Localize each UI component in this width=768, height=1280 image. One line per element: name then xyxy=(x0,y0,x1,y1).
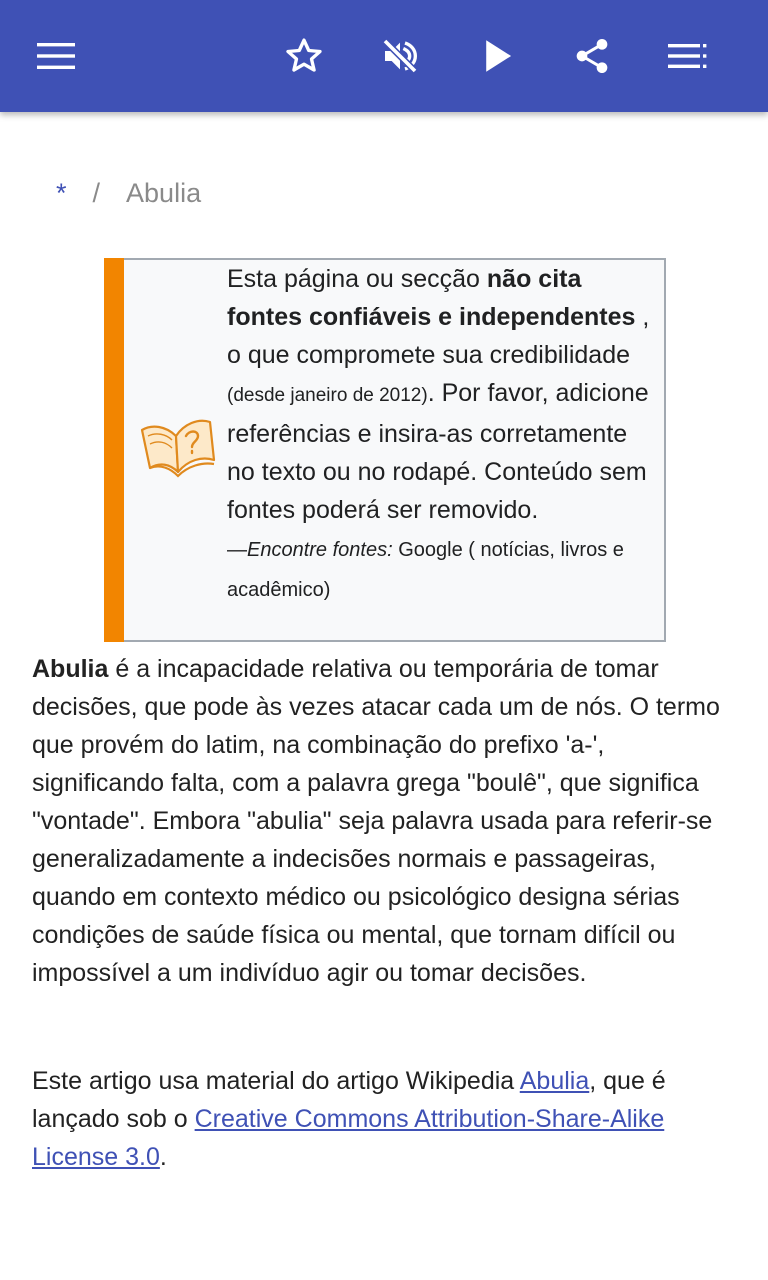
license-link[interactable]: Creative Commons Attribution-Share-Alike License 3.0 xyxy=(32,1105,665,1171)
find-sources-line xyxy=(227,539,624,601)
breadcrumb xyxy=(56,178,201,209)
share-button[interactable] xyxy=(564,28,620,84)
article-text: é a incapacidade relativa ou temporária de tomar decisões, que pode às vezes atacar cada um de nós. O termo que provém do latim, na combinação do prefixo 'a-', significando falta, com a palavra grega "boulê", que significa "vontade". Embora "abulia" seja palavra usada para referir-se generalizadamente a indecisões normais e passageiras, quando em contexto médico ou psicológico designa sérias condições de saúde física ou mental, que tornam difícil ou impossível a um indivíduo agir ou tomar decisões. xyxy=(32,655,720,987)
star-outline-icon xyxy=(283,36,325,76)
wikipedia-article-link[interactable]: Abulia xyxy=(519,1067,590,1095)
mute-button[interactable] xyxy=(372,28,428,84)
breadcrumb-separator: / xyxy=(92,178,101,208)
notice-text xyxy=(227,260,659,609)
find-sources-links[interactable]: Google ( notícias, livros e acadêmico) xyxy=(227,539,624,601)
question-book-icon xyxy=(138,416,216,478)
share-icon xyxy=(572,35,612,77)
play-button[interactable] xyxy=(470,28,526,84)
notice-text-part: . Por favor, adicione referências e insira-as corretamente no texto ou no rodapé. Conteúdo sem fontes poderá ser removido. xyxy=(227,379,649,524)
attribution-text: Este artigo usa material do artigo Wikipedia xyxy=(32,1067,520,1095)
notice-date: (desde janeiro de 2012) xyxy=(227,385,428,406)
breadcrumb-root-link[interactable]: * xyxy=(56,178,67,208)
app-toolbar xyxy=(0,0,768,112)
cite-dash: — xyxy=(227,539,247,561)
article-term: Abulia xyxy=(32,655,109,683)
notice-text-part: Esta página ou secção xyxy=(227,265,487,293)
playlist-button[interactable] xyxy=(660,28,716,84)
attribution-text: , que é lançado sob o xyxy=(32,1067,666,1133)
unreferenced-notice-box xyxy=(104,258,666,642)
notice-accent-bar xyxy=(104,258,124,642)
breadcrumb-current: Abulia xyxy=(126,178,202,208)
attribution-paragraph xyxy=(32,1062,736,1176)
menu-button[interactable] xyxy=(28,28,84,84)
notice-bold-text: não cita fontes confiáveis e independentes xyxy=(227,265,636,331)
menu-icon xyxy=(37,42,75,70)
article-paragraph xyxy=(32,650,736,992)
attribution-text: . xyxy=(159,1143,167,1171)
volume-off-icon xyxy=(379,36,421,76)
playlist-icon xyxy=(668,42,708,70)
play-icon xyxy=(483,39,513,73)
notice-text-part: , o que compromete sua credibilidade xyxy=(227,303,650,369)
find-sources-label: Encontre fontes: xyxy=(247,539,393,561)
article-body xyxy=(32,650,736,1176)
bookmark-button[interactable] xyxy=(276,28,332,84)
